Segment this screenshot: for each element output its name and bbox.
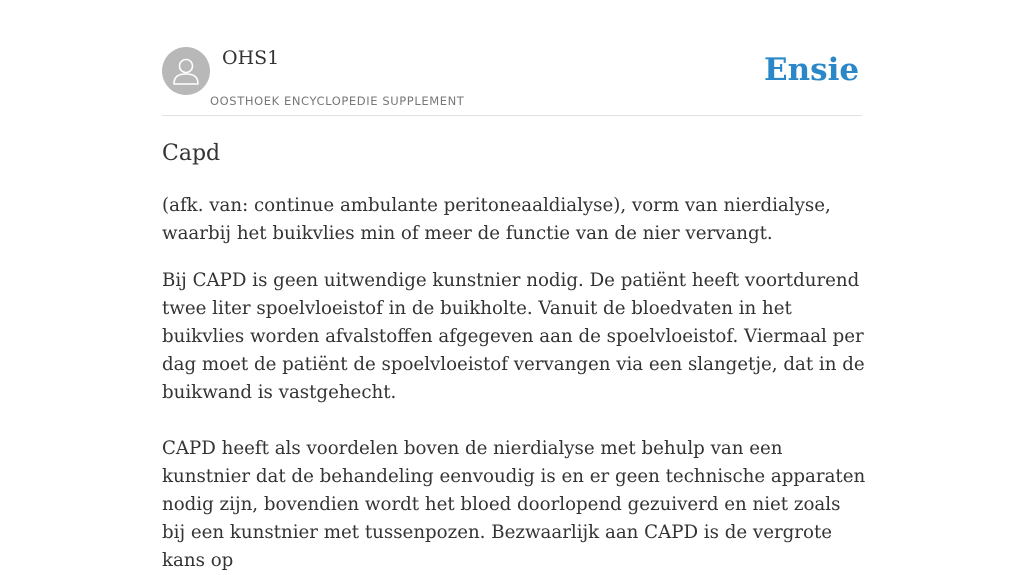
article-title: Capd [162, 141, 221, 166]
user-silhouette-icon [162, 47, 210, 95]
article-body: Bij CAPD is geen uitwendige kunstnier nodig. De patiënt heeft voortdurend twee liter spoelvloeistof in de buikholte. Vanuit de bloedvaten in het buikvlies worden afvalstoffen afgegeven aan de spoelvloeistof. Viermaal per dag moet de patiënt de spoelvloeistof vervangen via een slangetje, dat in de buikwand is vastgehecht. CAPD heeft als voordelen boven de nierdialyse met behulp van een kunstnier dat de behandeling eenvoudig is en er geen technische apparaten nodig zijn, bovendien wordt het bloed doorlopend gezuiverd en niet zoals bij een kunstnier met tussenpozen. Bezwaarlijk aan CAPD is de vergrote kans op [162, 270, 866, 571]
source-name[interactable]: OOSTHOEK ENCYCLOPEDIE SUPPLEMENT [210, 94, 465, 108]
article-content [162, 192, 867, 575]
user-name-link[interactable]: OHS1 [222, 47, 280, 69]
brand-logo[interactable]: Ensie [764, 52, 860, 88]
article-definition: (afk. van: continue ambulante peritoneaaldialyse), vorm van nierdialyse, waarbij het buikvlies min of meer de functie van de nier vervangt. [162, 195, 831, 244]
header-divider [162, 115, 862, 116]
avatar[interactable] [162, 47, 210, 95]
